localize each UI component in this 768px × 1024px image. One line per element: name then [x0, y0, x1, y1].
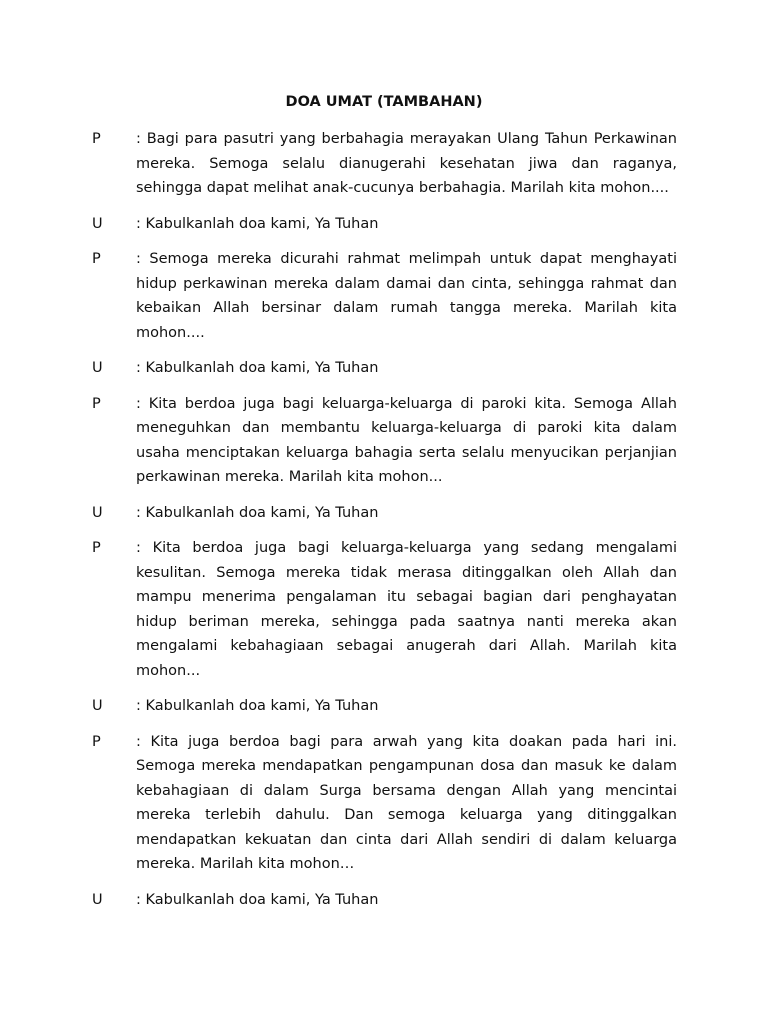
speaker-label: U: [92, 504, 103, 521]
response-entry: [92, 212, 677, 237]
prayer-entry: [92, 392, 677, 490]
speaker-label: P: [92, 540, 101, 556]
response-entry: [92, 356, 677, 381]
speaker-label: U: [92, 215, 103, 232]
prayer-text: : Kita berdoa juga bagi keluarga-keluarga di paroki kita. Semoga Allah meneguhkan dan membantu keluarga-keluarga di paroki kita dalam usaha menciptakan keluarga bahagia serta selalu menyucikan perjanjian perkawinan mereka. Marilah kita mohon...: [136, 395, 677, 485]
response-text: : Kabulkanlah doa kami, Ya Tuhan: [136, 504, 379, 521]
speaker-label: U: [92, 360, 103, 376]
document-title: DOA UMAT (TAMBAHAN): [285, 94, 483, 110]
speaker-label: P: [92, 251, 101, 267]
response-entry: [92, 501, 677, 526]
prayer-text: : Bagi para pasutri yang berbahagia merayakan Ulang Tahun Perkawinan mereka. Semoga selalu dianugerahi kesehatan jiwa dan raganya, sehingga dapat melihat anak-cucunya berbahagia. Marilah kita mohon....: [136, 131, 677, 196]
prayer-text: : Semoga mereka dicurahi rahmat melimpah untuk dapat menghayati hidup perkawinan mereka dalam damai dan cinta, sehingga rahmat dan kebaikan Allah bersinar dalam rumah tangga mereka. Marilah kita mohon....: [136, 251, 677, 341]
response-entry: [92, 694, 677, 719]
prayer-entry: [92, 247, 677, 345]
prayer-text: : Kita berdoa juga bagi keluarga-keluarga yang sedang mengalami kesulitan. Semoga mereka tidak merasa ditinggalkan oleh Allah dan mampu menerima pengalaman itu sebagai bagian dari penghayatan hidup beriman mereka, sehingga pada saatnya nanti mereka akan mengalami kebahagiaan sebagai anugerah dari Allah. Marilah kita mohon...: [136, 540, 677, 679]
speaker-label: P: [92, 733, 101, 750]
response-text: : Kabulkanlah doa kami, Ya Tuhan: [136, 698, 379, 714]
prayer-entry: [92, 536, 677, 683]
response-entry: [92, 888, 677, 913]
response-text: : Kabulkanlah doa kami, Ya Tuhan: [136, 360, 379, 376]
response-text: : Kabulkanlah doa kami, Ya Tuhan: [136, 215, 379, 232]
speaker-label: U: [92, 891, 103, 908]
prayer-text: : Kita juga berdoa bagi para arwah yang kita doakan pada hari ini. Semoga mereka mendapatkan pengampunan dosa dan masuk ke dalam kebahagiaan di dalam Surga bersama dengan Allah yang mencintai mereka terlebih dahulu. Dan semoga keluarga yang ditinggalkan mendapatkan kekuatan dan cinta dari Allah sendiri di dalam keluarga mereka. Marilah kita mohon…: [136, 733, 677, 872]
speaker-label: U: [92, 698, 103, 714]
prayer-entry: [92, 127, 677, 201]
speaker-label: P: [92, 131, 101, 147]
prayer-list: [92, 127, 677, 923]
prayer-entry: [92, 730, 677, 877]
speaker-label: P: [92, 395, 101, 412]
response-text: : Kabulkanlah doa kami, Ya Tuhan: [136, 891, 379, 908]
